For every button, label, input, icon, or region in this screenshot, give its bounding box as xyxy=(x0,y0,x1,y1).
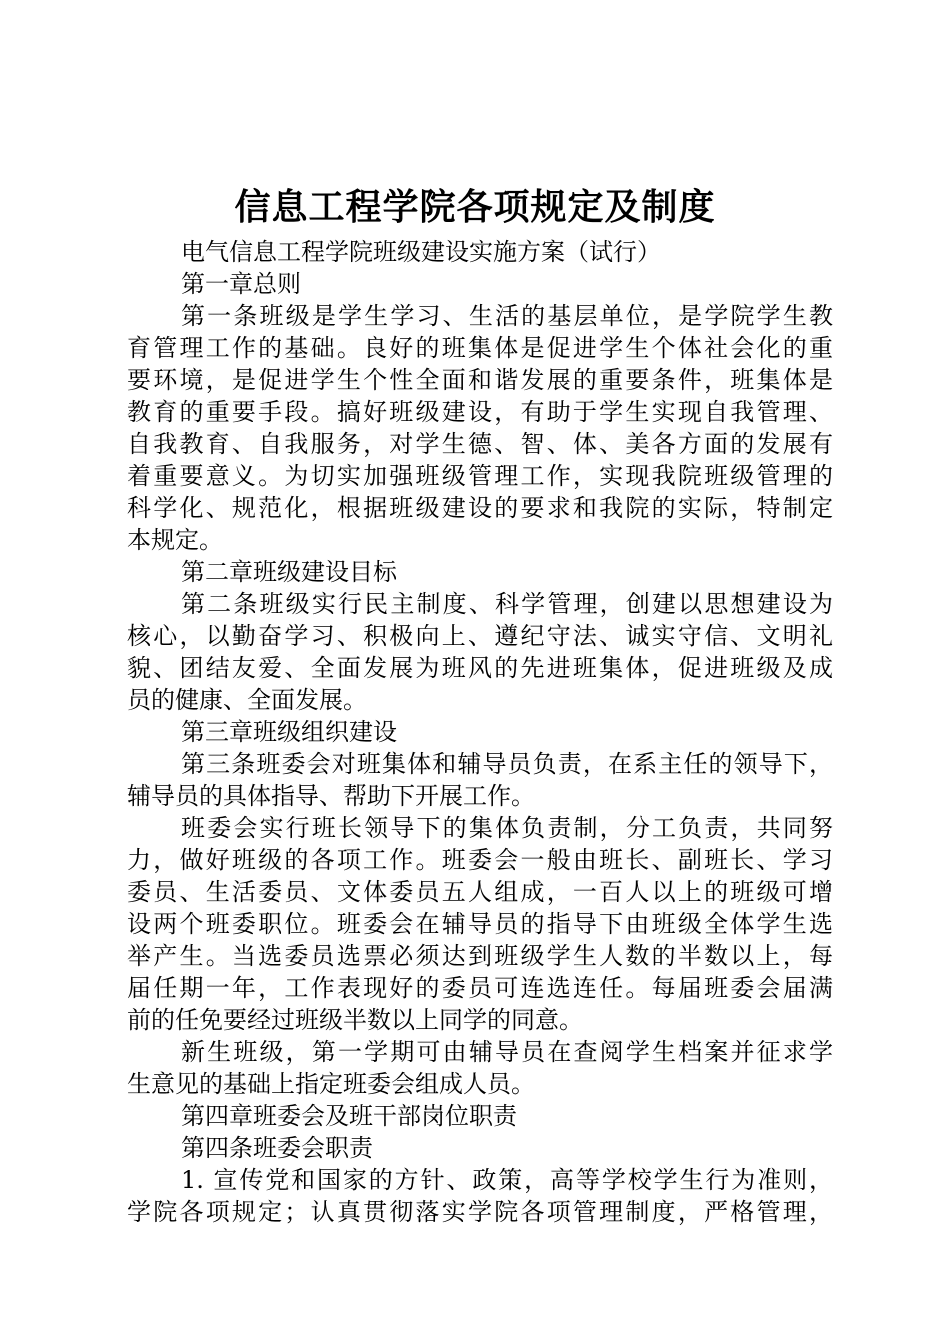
paragraph-line: 科学化、规范化，根据班级建设的要求和我院的实际，特制定 xyxy=(127,494,833,522)
paragraph-line: 辅导员的具体指导、帮助下开展工作。 xyxy=(127,782,535,810)
paragraph-line: 自我教育、自我服务，对学生德、智、体、美各方面的发展有 xyxy=(127,430,833,458)
paragraph-line: 第四章班委会及班干部岗位职责 xyxy=(181,1102,517,1130)
paragraph-line: 力，做好班级的各项工作。班委会一般由班长、副班长、学习 xyxy=(127,846,833,874)
paragraph-line: 核心，以勤奋学习、积极向上、遵纪守法、诚实守信、文明礼 xyxy=(127,622,833,650)
paragraph-line: 电气信息工程学院班级建设实施方案（试行） xyxy=(181,238,661,266)
paragraph-line: 前的任免要经过班级半数以上同学的同意。 xyxy=(127,1006,583,1034)
paragraph-line: 届任期一年，工作表现好的委员可连选连任。每届班委会届满 xyxy=(127,974,833,1002)
paragraph-line: 学院各项规定；认真贯彻落实学院各项管理制度，严格管理， xyxy=(127,1198,833,1226)
paragraph-line: 设两个班委职位。班委会在辅导员的指导下由班级全体学生选 xyxy=(127,910,833,938)
paragraph-line: 貌、团结友爱、全面发展为班风的先进班集体，促进班级及成 xyxy=(127,654,833,682)
paragraph-line: 第三章班级组织建设 xyxy=(181,718,397,746)
document-title: 信息工程学院各项规定及制度 xyxy=(234,187,716,228)
paragraph-line: 新生班级，第一学期可由辅导员在查阅学生档案并征求学 xyxy=(181,1038,833,1066)
paragraph-line: 委员、生活委员、文体委员五人组成，一百人以上的班级可增 xyxy=(127,878,833,906)
document-body xyxy=(127,236,833,1228)
paragraph-line: 教育的重要手段。搞好班级建设，有助于学生实现自我管理、 xyxy=(127,398,833,426)
paragraph-line: 要环境，是促进学生个性全面和谐发展的重要条件，班集体是 xyxy=(127,366,833,394)
paragraph-line: 班委会实行班长领导下的集体负责制，分工负责，共同努 xyxy=(181,814,833,842)
paragraph-line: 举产生。当选委员选票必须达到班级学生人数的半数以上，每 xyxy=(127,942,833,970)
paragraph-line: 本规定。 xyxy=(127,526,223,554)
paragraph-line: 第三条班委会对班集体和辅导员负责，在系主任的领导下， xyxy=(181,750,833,778)
paragraph-line: 第二章班级建设目标 xyxy=(181,558,397,586)
paragraph-line: 1. 宣传党和国家的方针、政策，高等学校学生行为准则， xyxy=(181,1166,833,1194)
paragraph-line: 着重要意义。为切实加强班级管理工作，实现我院班级管理的 xyxy=(127,462,833,490)
paragraph-line: 育管理工作的基础。良好的班集体是促进学生个体社会化的重 xyxy=(127,334,833,362)
paragraph-line: 第二条班级实行民主制度、科学管理，创建以思想建设为 xyxy=(181,590,833,618)
paragraph-line: 第四条班委会职责 xyxy=(181,1134,373,1162)
paragraph-line: 生意见的基础上指定班委会组成人员。 xyxy=(127,1070,535,1098)
paragraph-line: 员的健康、全面发展。 xyxy=(127,686,367,714)
paragraph-line: 第一章总则 xyxy=(181,270,301,298)
paragraph-line: 第一条班级是学生学习、生活的基层单位，是学院学生教 xyxy=(181,302,833,330)
